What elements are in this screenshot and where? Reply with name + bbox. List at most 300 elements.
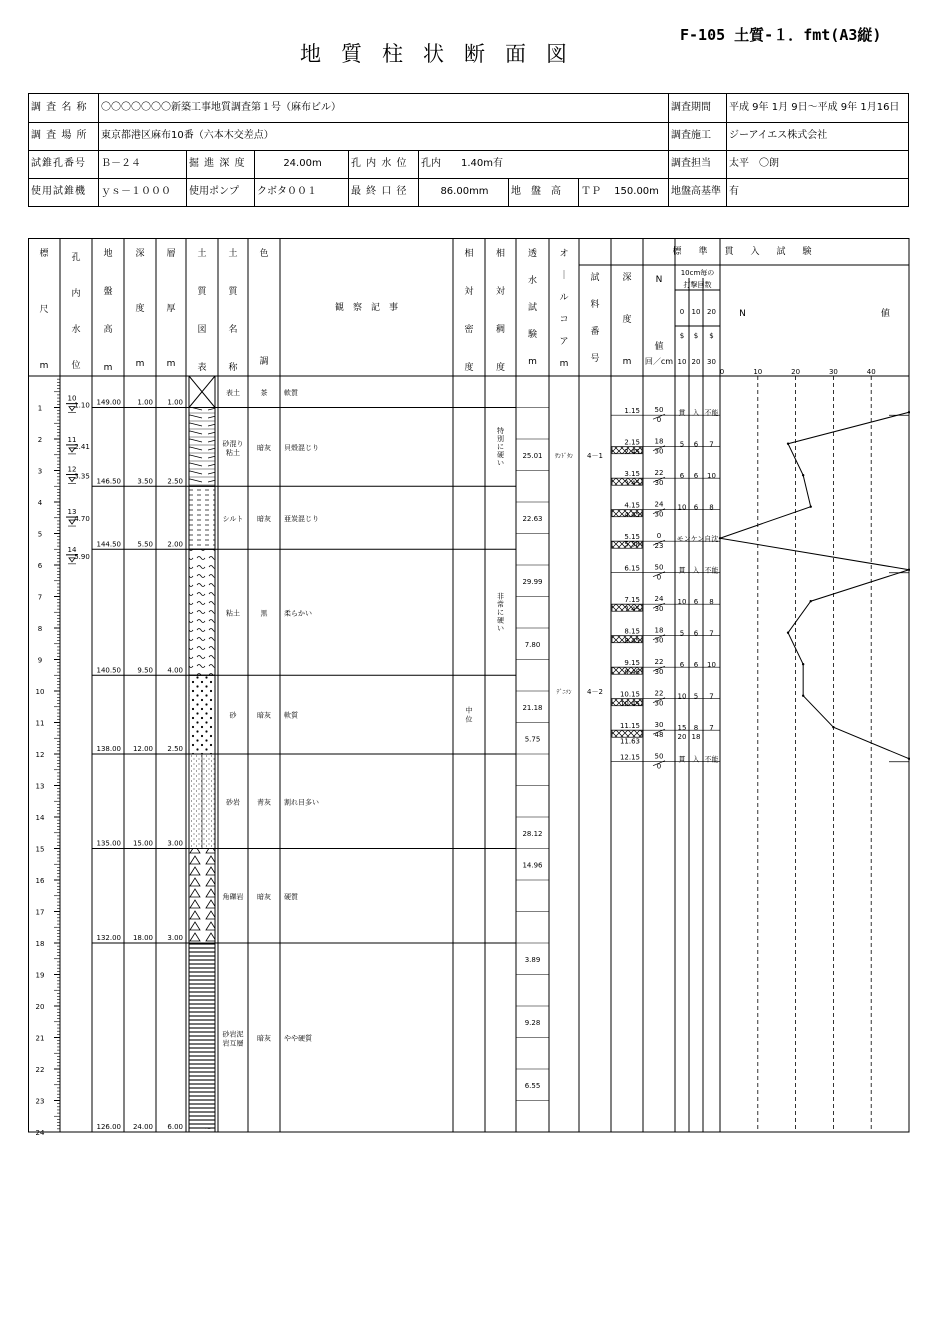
scale-label: 5 (37, 530, 43, 539)
spt-depth-end: 11.63 (619, 737, 640, 746)
density-header: 度 (464, 363, 474, 373)
scale-header: 標 (39, 249, 49, 259)
ground-height: ＴＰ 150.00m (579, 178, 669, 207)
layer-thickness: 3.00 (167, 839, 183, 848)
color-header: 調 (259, 357, 269, 367)
blows-header: 10 (677, 358, 687, 366)
drill-depth: 24.00m (255, 150, 349, 178)
n-value-point (802, 663, 804, 665)
spt-blow-count: 不能 (704, 409, 719, 418)
layer-color: 暗灰 (257, 514, 271, 523)
scale-label: 18 (35, 940, 45, 948)
spt-n-cm: 0 (656, 573, 662, 582)
scale-label: 2 (37, 436, 43, 444)
spt-blow-count: 入 (692, 409, 700, 418)
spt-depth-header: m (622, 357, 632, 367)
layer-thickness: 2.50 (167, 745, 183, 753)
soil-name-header: 称 (228, 363, 238, 373)
page-title: 地質柱状断面図 (300, 42, 587, 66)
water-mark-index: 14 (67, 545, 77, 554)
n-value-point (802, 695, 804, 697)
header-row-3 (29, 150, 908, 179)
consistency-header: 度 (495, 363, 506, 373)
density-header: 対 (464, 287, 474, 297)
perm-value: 22.63 (522, 514, 543, 523)
spt-title: 標 準 貫 入 試 験 (672, 247, 816, 257)
spt-depth-header: 深 (622, 273, 632, 283)
spt-n-blows: 22 (654, 469, 664, 478)
water-mark-depth: 5.90 (74, 552, 90, 561)
n-value-point (908, 411, 910, 413)
spt-blow-count: 5 (679, 629, 685, 638)
scale-label: 23 (35, 1097, 45, 1106)
spt-n-blows: 24 (654, 595, 664, 604)
survey-name-label: 調 査 名 称 (29, 94, 99, 122)
scale-label: 13 (35, 782, 45, 791)
layer-thickness: 6.00 (167, 1123, 183, 1131)
ground-height-label: 地 盤 高 (509, 178, 579, 207)
layer-consistency: 硬 (497, 616, 504, 625)
n-header: 値 (654, 342, 664, 352)
spt-depth: 8.15 (624, 627, 640, 636)
contractor: ジーアイエス株式会社 (729, 130, 828, 141)
blows-header: $ (679, 332, 685, 340)
spt-blow-count: 6 (679, 472, 685, 481)
layer-consistency: 非 (497, 592, 504, 601)
perm-value: 29.99 (522, 577, 543, 586)
thick-header: 厚 (166, 304, 176, 314)
density-header: 密 (464, 325, 474, 335)
n-axis-tick: 30 (828, 368, 838, 376)
scale-label: 11 (35, 719, 45, 728)
layer-observation: 硬質 (284, 892, 298, 901)
spt-blow-count: 7 (709, 629, 714, 638)
scale-label: 6 (37, 562, 43, 570)
spt-blow-count: 10 (677, 598, 687, 607)
soil-pattern-breccia (189, 849, 215, 944)
spt-n-blows: 50 (654, 563, 664, 572)
perm-header: 験 (527, 330, 538, 340)
n-axis-tick: 40 (866, 368, 876, 376)
spt-depth: 5.15 (624, 533, 640, 542)
spt-n-cm: 30 (654, 699, 664, 708)
soil-name-header: 名 (228, 325, 238, 335)
layer-soil-name: 岩互層 (222, 1039, 244, 1048)
spt-n-blows: 18 (654, 437, 664, 446)
perm-header: 試 (527, 303, 538, 313)
layer-color: 暗灰 (257, 892, 271, 901)
spt-depth: 10.15 (619, 690, 640, 699)
spt-blow-count: 8 (709, 503, 714, 512)
spt-blow-count: 不能 (704, 566, 719, 575)
layer-thickness: 1.00 (167, 398, 183, 407)
spt-blow-count: 6 (693, 503, 699, 512)
soil-fig-end-mark: 〜 (204, 1126, 212, 1133)
layer-depth: 24.00 (132, 1123, 153, 1131)
oar-value: ﾃﾞﾆｿﾝ (556, 689, 572, 696)
spt-blow-count: 貫 (678, 409, 686, 418)
spt-n-blows: 50 (654, 752, 664, 761)
thick-header: m (166, 359, 176, 369)
spt-n-blows: 24 (654, 500, 664, 509)
spt-blow-count: 5 (693, 692, 699, 701)
layer-depth: 15.00 (132, 839, 153, 848)
perm-value: 7.80 (524, 640, 541, 649)
blows-header: 20 (707, 308, 716, 316)
place: 東京都港区麻布10番（六本木交差点） (99, 122, 669, 150)
spt-n-cm: 23 (654, 542, 664, 551)
perm-value: 3.89 (524, 955, 541, 964)
sample-header: 号 (590, 354, 600, 364)
spt-blow-count: モンケン自沈 (676, 535, 719, 544)
spt-depth: 6.15 (624, 564, 640, 573)
spt-blow-count: 貫 (678, 566, 686, 575)
density-header: 相 (464, 249, 474, 259)
spt-n-cm: 30 (654, 668, 664, 677)
spt-n-cm: 30 (654, 447, 664, 456)
scale-header: m (39, 361, 49, 371)
spt-blow-count: 7 (709, 440, 714, 449)
layer-depth: 3.50 (137, 477, 153, 486)
depth-header: m (135, 359, 145, 369)
water-mark-depth: 1.10 (74, 401, 90, 410)
spt-depth-end: 10.45 (619, 700, 640, 709)
soil-pattern-dots (189, 675, 215, 754)
blows-header: 20 (691, 358, 701, 366)
elev-header: m (103, 363, 113, 373)
place-label: 調 査 場 所 (29, 122, 99, 150)
water-mark-index: 11 (67, 435, 77, 444)
spt-n-cm: 0 (656, 416, 662, 425)
spt-blow-count: 7 (709, 692, 714, 701)
scale-label: 10 (35, 688, 45, 696)
elev-header: 盤 (103, 287, 113, 297)
spt-blow-count: 8 (709, 598, 714, 607)
water-mark-index: 13 (67, 508, 77, 517)
spt-blow-count: 8 (693, 724, 699, 733)
elev-header: 地 (103, 249, 113, 259)
n-value-point (787, 443, 789, 445)
spt-n-blows: 50 (654, 406, 664, 415)
layer-observation: 割れ目多い (284, 798, 319, 807)
header-table (28, 93, 909, 207)
soil-pattern-silt (189, 486, 215, 549)
n-header: N (655, 275, 663, 285)
header-row-2 (29, 122, 908, 151)
soil-fig-header: 質 (197, 287, 207, 297)
soil-name-header: 質 (228, 287, 238, 297)
spt-blow-count: 貫 (678, 755, 686, 764)
layer-consistency: に (497, 608, 504, 617)
drill-depth-label: 掘 進 深 度 (187, 150, 255, 178)
spt-n-blows: 0 (656, 532, 662, 541)
layer-observation: やや硬質 (284, 1034, 312, 1043)
spt-blow-count: 6 (693, 598, 699, 607)
blows-header: $ (709, 332, 714, 340)
scale-label: 16 (35, 877, 45, 885)
layer-consistency: 特 (497, 426, 504, 435)
scale-label: 3 (37, 467, 43, 476)
consistency-header: 稠 (495, 325, 506, 335)
spt-blow-count: 6 (693, 440, 699, 449)
layer-elevation: 149.00 (96, 398, 121, 407)
spt-blow-count: 7 (709, 724, 714, 733)
scale-label: 15 (35, 845, 45, 854)
final-diam-label: 最 終 口 径 (349, 178, 419, 207)
spt-depth: 9.15 (624, 659, 640, 668)
spt-blow-count: 20 (677, 733, 687, 742)
person: 太平 〇朗 (729, 158, 779, 169)
spt-depth-header: 度 (622, 315, 632, 325)
machine-label: 使用試錐機 (29, 178, 99, 207)
scale-label: 1 (37, 404, 43, 413)
scale-label: 14 (35, 814, 45, 822)
soil-pattern-clay (189, 408, 215, 487)
n-value-point (832, 726, 834, 728)
oar-header: ル (559, 293, 569, 303)
spt-depth: 12.15 (619, 753, 640, 762)
layer-color: 黒 (260, 609, 268, 618)
soil-pattern-lines (189, 943, 215, 1132)
scale-label: 17 (35, 908, 45, 917)
layer-elevation: 126.00 (96, 1123, 121, 1131)
layer-density: 位 (465, 715, 473, 724)
water-header: 内 (71, 289, 81, 299)
blows-header: 30 (707, 358, 716, 366)
layer-consistency: 別 (497, 434, 504, 443)
layer-soil-name: 砂 (229, 711, 237, 720)
thick-header: 層 (166, 249, 176, 259)
spt-blow-count: 入 (692, 755, 700, 764)
spt-n-cm: 30 (654, 636, 664, 645)
survey-name: 〇〇〇〇〇〇〇新築工事地質調査第１号（麻布ビル） (99, 94, 669, 122)
layer-color: 青灰 (257, 798, 271, 807)
spt-blow-count: 18 (691, 733, 701, 742)
spt-depth: 7.15 (624, 596, 640, 605)
water-mark-index: 12 (67, 465, 77, 474)
consistency-header: 対 (495, 287, 506, 297)
perm-value: 9.28 (524, 1018, 541, 1027)
person-label: 調査担当 (669, 150, 727, 178)
layer-color: 暗灰 (257, 443, 271, 452)
hole-no: Ｂ－２４ (99, 150, 187, 178)
spt-n-cm: 48 (654, 731, 664, 740)
water-level-label: 孔 内 水 位 (349, 150, 419, 178)
perm-value: 5.75 (524, 735, 541, 744)
layer-observation: 柔らかい (284, 609, 312, 618)
water-mark-depth: 4.70 (74, 515, 90, 524)
soil-pattern-wave (189, 549, 215, 675)
spt-sample-hatch (612, 730, 642, 737)
oar-header: m (559, 359, 569, 369)
color-header: 色 (259, 249, 269, 259)
layer-observation: 貝殻混じり (284, 443, 319, 452)
layer-elevation: 146.50 (96, 477, 121, 486)
layer-soil-name: シルト (222, 514, 244, 523)
n-axis-tick: 0 (719, 368, 725, 376)
layer-soil-name: 砂混り (222, 439, 244, 448)
blows-header: 0 (679, 308, 685, 316)
n-value-point (787, 632, 789, 634)
soil-name-header: 土 (228, 249, 238, 259)
layer-color: 茶 (260, 388, 268, 397)
pump: クボタ００１ (255, 178, 349, 207)
final-diam: 86.00mm (419, 178, 509, 207)
spt-n-cm: 0 (656, 762, 662, 771)
spt-depth: 3.15 (624, 470, 640, 479)
spt-blow-count: 10 (677, 692, 687, 701)
perm-value: 25.01 (522, 451, 543, 460)
scale-label: 7 (37, 593, 43, 602)
n-value-point (802, 474, 804, 476)
oar-header: ｜ (559, 271, 569, 281)
depth-header: 度 (135, 304, 145, 314)
scale-label: 9 (37, 656, 43, 665)
form-id: F-105 土質-１．fmt(A3縦) (680, 26, 882, 44)
hole-no-label: 試錐孔番号 (29, 150, 99, 178)
spt-depth: 4.15 (624, 501, 640, 510)
water-header: 位 (71, 361, 81, 371)
contractor-label: 調査施工 (669, 122, 727, 150)
layer-color: 暗灰 (257, 1034, 271, 1043)
layer-density: 中 (465, 706, 473, 715)
layer-observation: 軟質 (284, 388, 298, 397)
sample-no: 4－1 (587, 451, 603, 460)
layer-soil-name: 粘土 (226, 448, 240, 457)
spt-n-blows: 18 (654, 626, 664, 635)
scale-header: 尺 (39, 305, 49, 315)
layer-depth: 1.00 (137, 398, 153, 407)
obs-header: 観 察 記 事 (334, 303, 399, 313)
layer-depth: 18.00 (132, 934, 153, 942)
datum: 有 (729, 186, 739, 197)
spt-n-blows: 30 (654, 721, 664, 730)
spt-depth-end: 9.45 (624, 668, 640, 677)
oar-value: ｻﾝﾄﾞﾀﾝ (554, 452, 574, 460)
water-mark-depth: 3.35 (74, 472, 90, 481)
datum-label: 地盤高基準 (669, 178, 727, 207)
layer-thickness: 2.00 (167, 540, 183, 549)
scale-label: 12 (35, 751, 45, 759)
oar-header: オ (559, 249, 569, 259)
oar-header: ア (559, 337, 569, 347)
scale-label: 8 (37, 625, 43, 633)
perm-value: 14.96 (522, 861, 543, 870)
n-axis-tick: 20 (791, 368, 801, 376)
spt-depth-end: 4.45 (624, 511, 640, 520)
perm-header: 透 (527, 249, 538, 259)
n-value-point (908, 569, 910, 571)
layer-observation: 亜炭混じり (284, 514, 319, 523)
layer-elevation: 132.00 (96, 934, 121, 942)
spt-depth-end: 3.45 (624, 479, 640, 488)
layer-soil-name: 表土 (226, 388, 240, 397)
pump-label: 使用ポンプ (187, 178, 255, 207)
sample-no: 4－2 (587, 688, 603, 696)
layer-elevation: 144.50 (96, 540, 121, 549)
blows-header: 10cm毎の (680, 269, 715, 277)
layer-observation: 軟質 (284, 711, 298, 720)
blows-header: 打撃回数 (683, 281, 712, 289)
scale-label: 21 (35, 1034, 45, 1043)
soil-fig-header: 土 (197, 249, 207, 259)
scale-label: 22 (35, 1066, 45, 1074)
scale-label: 24 (35, 1129, 45, 1137)
spt-n-blows: 22 (654, 658, 664, 667)
water-mark-index: 10 (67, 394, 77, 403)
period: 平成 9年 1月 9日～平成 9年 1月16日 (729, 102, 900, 113)
n-value-point (810, 506, 812, 508)
layer-depth: 5.50 (137, 540, 153, 549)
spt-blow-count: 6 (693, 629, 699, 638)
layer-thickness: 3.00 (167, 934, 183, 942)
n-axis-tick: 10 (753, 368, 763, 376)
spt-blow-count: 不能 (704, 755, 719, 764)
layer-soil-name: 砂岩 (226, 798, 240, 807)
boring-log (28, 238, 910, 1138)
layer-consistency: 常 (497, 600, 504, 609)
scale-label: 20 (35, 1003, 45, 1011)
layer-color: 暗灰 (257, 711, 271, 720)
soil-fig-header: 表 (197, 363, 207, 373)
blows-header: 10 (691, 308, 701, 316)
layer-elevation: 140.50 (96, 666, 121, 675)
spt-depth-end: 8.45 (624, 637, 640, 646)
spt-blow-count: 15 (677, 724, 687, 733)
sample-header: 試 (590, 273, 600, 283)
layer-elevation: 138.00 (96, 745, 121, 753)
spt-blow-count: 10 (677, 503, 687, 512)
perm-header: 水 (527, 276, 538, 286)
blows-header: $ (693, 332, 699, 340)
layer-depth: 12.00 (132, 745, 153, 753)
n-value-point (810, 600, 812, 602)
spt-n-blows: 22 (654, 689, 664, 698)
spt-depth-end: 5.38 (624, 540, 640, 549)
spt-blow-count: 入 (692, 566, 700, 575)
oar-header: コ (559, 315, 569, 325)
water-level: 孔内 1.40m有 (419, 150, 669, 178)
spt-blow-count: 6 (679, 661, 685, 670)
elev-header: 高 (103, 325, 113, 335)
depth-header: 深 (135, 249, 145, 259)
water-header: 水 (71, 325, 81, 335)
spt-blow-count: 6 (693, 661, 699, 670)
layer-soil-name: 粘土 (226, 609, 240, 618)
sample-header: 番 (590, 327, 600, 337)
header-row-4 (29, 178, 908, 207)
perm-value: 6.55 (524, 1081, 541, 1090)
layer-consistency: に (497, 442, 504, 451)
perm-value: 28.12 (522, 829, 543, 838)
spt-depth: 11.15 (619, 722, 640, 731)
layer-consistency: い (497, 458, 504, 467)
layer-thickness: 2.50 (167, 477, 183, 486)
n-value-line (720, 412, 909, 758)
layer-depth: 9.50 (137, 666, 153, 675)
water-mark-depth: 2.41 (74, 442, 90, 451)
spt-blow-count: 5 (679, 440, 685, 449)
perm-value: 21.18 (522, 703, 543, 712)
sample-header: 料 (590, 300, 600, 310)
scale-label: 19 (35, 971, 45, 980)
n-value-label: N 値 (739, 309, 890, 319)
spt-blow-count: 10 (707, 472, 716, 481)
spt-depth: 1.15 (624, 407, 640, 416)
spt-depth: 2.15 (624, 438, 640, 447)
spt-blow-count: 6 (693, 472, 699, 481)
soil-fig-header: 図 (197, 325, 207, 335)
